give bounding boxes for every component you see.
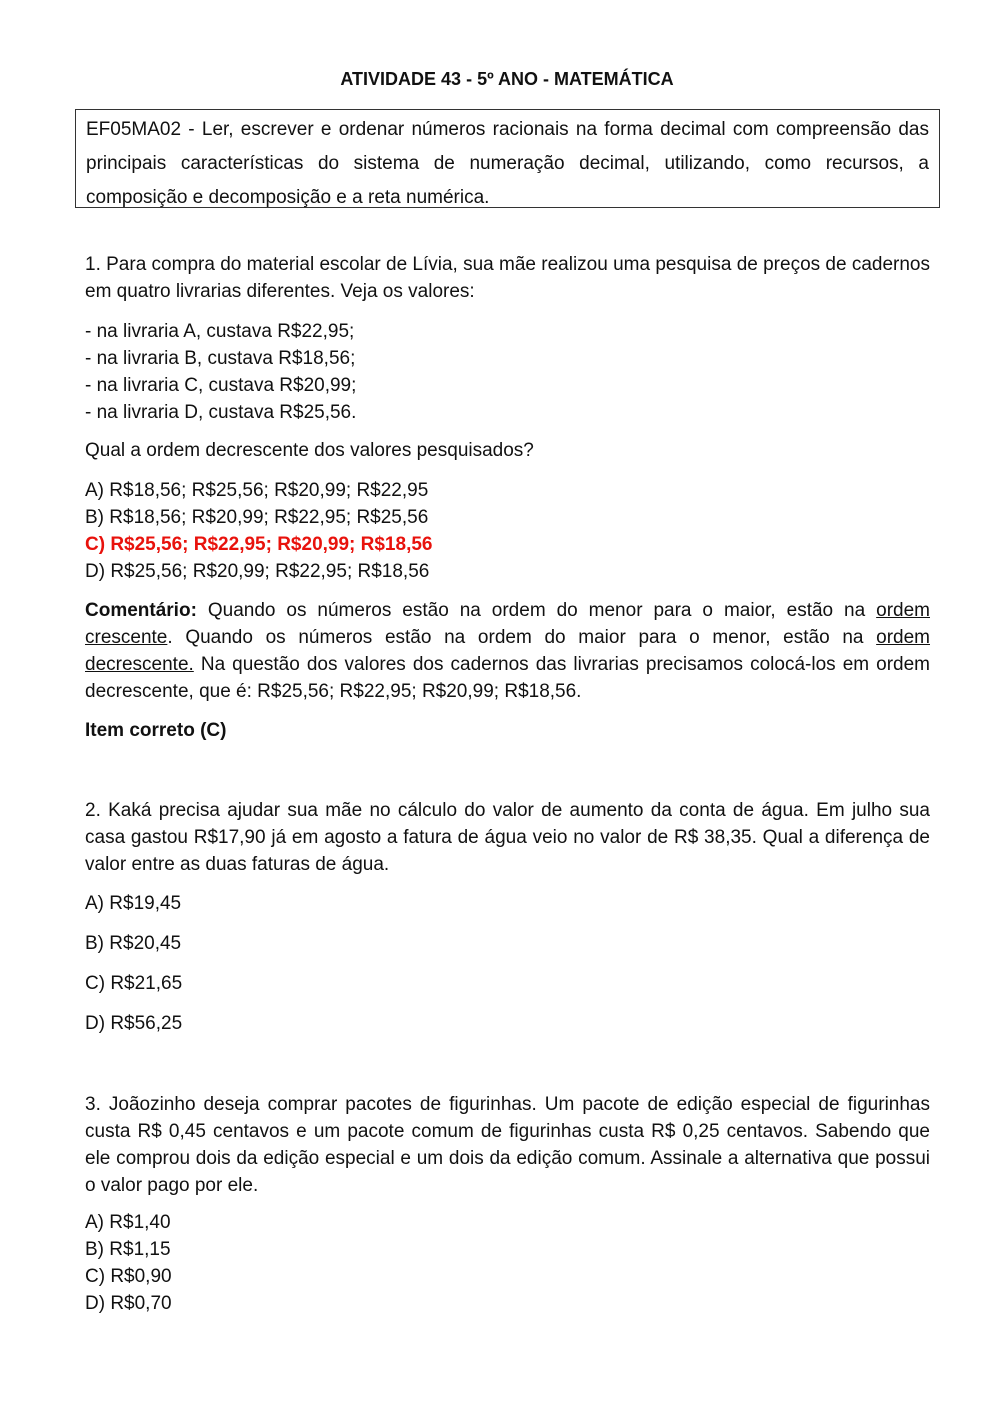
q1-comment (85, 597, 930, 705)
term-ordem-crescente: ordem crescente (85, 600, 930, 648)
comment-text-3: Na questão dos valores dos cadernos das livrarias precisamos colocá-los em ordem decrescente, que é: R$25,56; R$22,95; R$20,99; R$18,56. (85, 654, 930, 702)
term-ordem-decrescente: ordem decrescente. (85, 627, 930, 675)
q1-statement: 1. Para compra do material escolar de Lívia, sua mãe realizou uma pesquisa de preços de cadernos em quatro livrarias diferentes. Veja os valores: (85, 254, 930, 302)
q2-option-c: C) R$21,65 (85, 973, 183, 994)
option-d: D) R$0,70 (85, 1293, 172, 1314)
q3-statement: 3. Joãozinho deseja comprar pacotes de figurinhas. Um pacote de edição especial de figurinhas custa R$ 0,45 centavos e um pacote comum de figurinhas custa R$ 0,25 centavos. Sabendo que ele comprou dois da edição especial e um dois da edição comum. Assinale a alternativa que possui o valor pago por ele. (85, 1094, 930, 1196)
option-d: D) R$25,56; R$20,99; R$22,95; R$18,56 (85, 561, 430, 582)
q3-options (85, 1209, 930, 1317)
q2-option-a: A) R$19,45 (85, 893, 182, 914)
option-b: B) R$18,56; R$20,99; R$22,95; R$25,56 (85, 507, 429, 528)
option-a: A) R$1,40 (85, 1212, 171, 1233)
q2-option-d: D) R$56,25 (85, 1013, 183, 1034)
page-title: ATIVIDADE 43 - 5º ANO - MATEMÁTICA (340, 69, 674, 89)
option-a: A) R$18,56; R$25,56; R$20,99; R$22,95 (85, 480, 429, 501)
option-c: C) R$0,90 (85, 1266, 172, 1287)
q1-price-list (85, 318, 930, 426)
q1-answer: Item correto (C) (85, 720, 227, 741)
option-b: B) R$1,15 (85, 1239, 171, 1260)
option-c-correct: C) R$25,56; R$22,95; R$20,99; R$18,56 (85, 534, 433, 555)
list-item: - na livraria A, custava R$22,95; (85, 321, 355, 342)
q2-option-b: B) R$20,45 (85, 933, 182, 954)
list-item: - na livraria C, custava R$20,99; (85, 375, 357, 396)
q1-question: Qual a ordem decrescente dos valores pesquisados? (85, 440, 534, 461)
list-item: - na livraria B, custava R$18,56; (85, 348, 356, 369)
list-item: - na livraria D, custava R$25,56. (85, 402, 357, 423)
skill-box: EF05MA02 - Ler, escrever e ordenar números racionais na forma decimal com compreensão das principais características do sistema de numeração decimal, utilizando, como recursos, a composição e decomposição e a reta numérica. (75, 109, 940, 208)
q2-statement: 2. Kaká precisa ajudar sua mãe no cálculo do valor de aumento da conta de água. Em julho sua casa gastou R$17,90 já em agosto a fatura de água veio no valor de R$ 38,35. Qual a diferença de valor entre as duas faturas de água. (85, 800, 930, 875)
q1-options (85, 477, 930, 585)
comment-label: Comentário: (85, 600, 197, 621)
comment-text-2: . Quando os números estão na ordem do maior para o menor, estão na (167, 627, 877, 648)
comment-text-1: Quando os números estão na ordem do menor para o maior, estão na (196, 600, 877, 621)
